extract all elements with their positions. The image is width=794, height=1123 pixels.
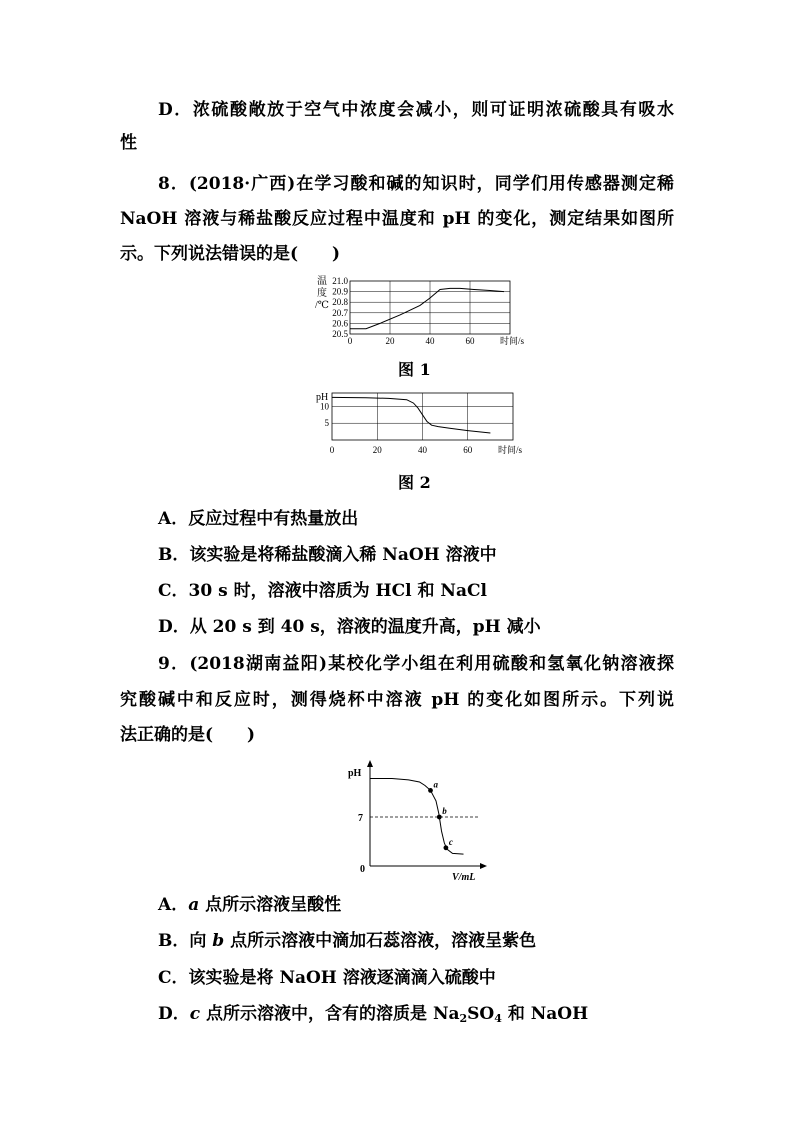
figure1-x-tick-label: 60 — [465, 336, 475, 346]
q9-option-b — [158, 929, 536, 953]
figure1-y-axis-label: 温 — [317, 276, 327, 287]
q9-option-b-text: 点所示溶液中滴加石蕊溶液，溶液呈紫色 — [224, 931, 537, 951]
titration-point-label-a: a — [433, 779, 438, 790]
titration-point-b — [437, 815, 442, 820]
figure1-temperature-chart — [310, 272, 525, 352]
figure1-x-tick-label: 40 — [425, 336, 435, 346]
q9-stem-line3: 法正确的是( ) — [120, 725, 256, 745]
figure2-ph-line — [332, 397, 490, 433]
figure1-y-tick-label: 20.8 — [332, 297, 348, 308]
figure1-y-tick-label: 21.0 — [332, 276, 348, 286]
titration-origin-label: 0 — [360, 864, 365, 875]
q9-option-d-end: 和 NaOH — [501, 1004, 589, 1024]
figure2-y-tick-label: 5 — [324, 418, 329, 429]
titration-y-axis-arrow — [367, 760, 373, 767]
q9-option-d-subscript-2: 2 — [459, 1012, 468, 1025]
q8-stem-line1: 8．(2018·广西)在学习酸和碱的知识时，同学们用传感器测定稀 — [158, 174, 674, 194]
figure2-y-tick-label: 10 — [320, 401, 329, 412]
q9-option-d-subscript-4: 4 — [494, 1012, 502, 1025]
figure1-temperature-line — [350, 288, 504, 328]
q9-option-b-letter: B．向 — [158, 931, 213, 951]
figure1-y-tick-label: 20.7 — [332, 307, 348, 318]
q8-stem-line3: 示。下列说法错误的是( ) — [120, 244, 341, 264]
figure1-y-axis-label: /℃ — [315, 300, 329, 311]
q8-option-b: B．该实验是将稀盐酸滴入稀 NaOH 溶液中 — [158, 545, 497, 565]
titration-x-axis-label: V/mL — [452, 872, 476, 883]
q9-option-d — [158, 1002, 588, 1031]
figure1-x-tick-label: 20 — [385, 336, 395, 346]
q8-option-a: A．反应过程中有热量放出 — [158, 509, 359, 529]
titration-y-axis-label: pH — [348, 768, 362, 779]
titration-point-c — [444, 845, 449, 850]
titration-y-tick-label: 7 — [358, 813, 363, 824]
figure2-y-axis-label: pH — [316, 392, 329, 403]
q9-option-a-letter: A． — [158, 895, 189, 915]
q9-stem-line1: 9．(2018湖南益阳)某校化学小组在利用硫酸和氢氧化钠溶液探 — [158, 654, 674, 674]
q9-option-b-point: b — [212, 931, 225, 951]
q8-option-d: D．从 20 s 到 40 s，溶液的温度升高，pH 减小 — [158, 617, 541, 637]
figure2-caption: 图 2 — [398, 473, 431, 492]
q9-option-a — [158, 893, 341, 917]
q9-option-d-point: c — [189, 1004, 201, 1024]
q9-option-a-point: a — [188, 895, 200, 915]
figure2-x-tick-label: 60 — [463, 445, 473, 455]
titration-point-label-c: c — [448, 836, 453, 847]
q9-option-a-text: 点所示溶液呈酸性 — [199, 895, 342, 915]
figure1-x-axis-label: 时间/s — [499, 336, 524, 346]
q7-option-d-line1: D．浓硫酸敞放于空气中浓度会减小，则可证明浓硫酸具有吸水 — [158, 100, 674, 120]
figure1-y-tick-label: 20.6 — [332, 318, 348, 329]
figure1-y-axis-label: 度 — [317, 288, 327, 299]
titration-ph-chart — [340, 758, 490, 888]
figure2-x-axis-label: 时间/s — [497, 445, 522, 455]
q8-option-c: C．30 s 时，溶液中溶质为 HCl 和 NaCl — [158, 581, 487, 601]
figure2-x-tick-label: 0 — [329, 445, 335, 455]
q9-option-d-text: 点所示溶液中，含有的溶质是 Na — [200, 1004, 460, 1024]
q9-option-d-letter: D． — [158, 1004, 190, 1024]
figure1-caption: 图 1 — [398, 360, 431, 379]
q9-option-c: C．该实验是将 NaOH 溶液逐滴滴入硫酸中 — [158, 968, 496, 988]
figure1-y-tick-label: 20.5 — [332, 329, 348, 339]
figure2-x-tick-label: 40 — [418, 445, 427, 455]
figure1-x-tick-label: 0 — [347, 336, 353, 346]
figure1-y-tick-label: 20.9 — [332, 286, 348, 297]
q9-stem-line2: 究酸碱中和反应时，测得烧杯中溶液 pH 的变化如图所示。下列说 — [120, 690, 674, 710]
titration-x-axis-arrow — [480, 863, 487, 869]
titration-point-label-b: b — [442, 806, 447, 816]
titration-point-a — [428, 788, 433, 793]
figure2-ph-chart — [310, 388, 525, 460]
q8-stem-line2: NaOH 溶液与稀盐酸反应过程中温度和 pH 的变化，测定结果如图所 — [120, 209, 674, 229]
q9-option-d-so: SO — [467, 1004, 495, 1024]
q7-option-d-line2: 性 — [120, 133, 137, 153]
figure2-x-tick-label: 20 — [372, 445, 382, 455]
